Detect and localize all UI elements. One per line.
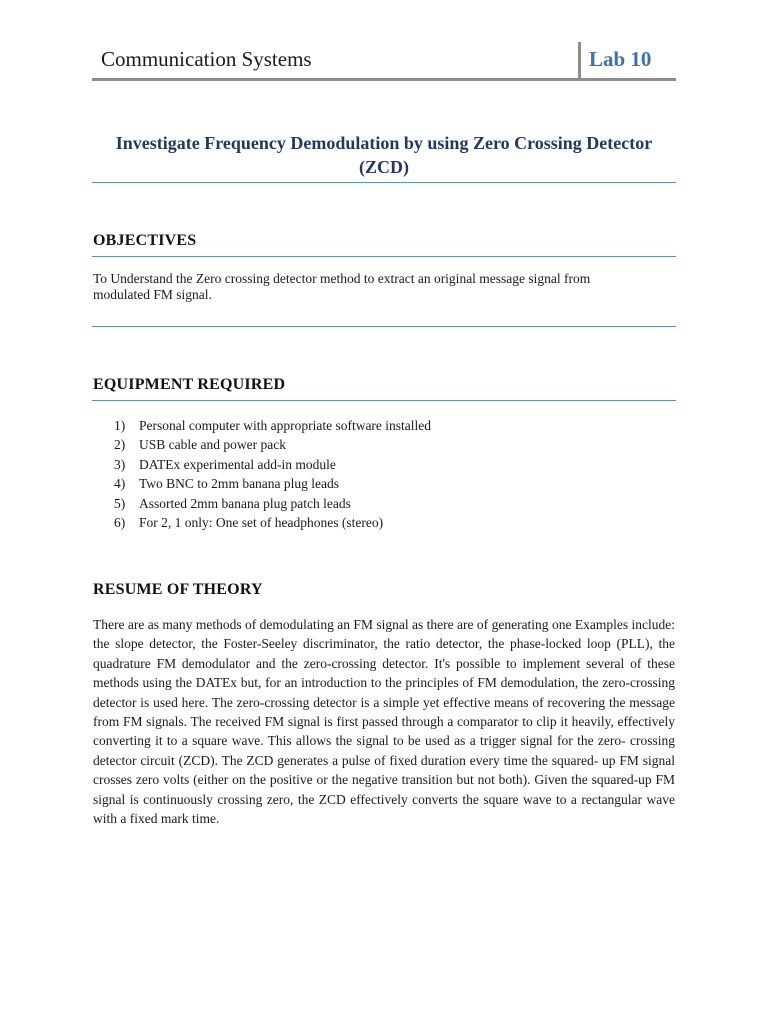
title-rule [92,182,676,183]
list-item [114,416,431,435]
list-item [114,474,431,493]
equipment-heading: EQUIPMENT REQUIRED [93,376,286,393]
equipment-rule [92,400,676,401]
page-header [92,42,676,81]
course-title: Communication Systems [101,47,312,71]
objectives-end-rule [92,326,676,327]
list-item [114,435,431,454]
list-item-number: 2) [114,437,126,453]
list-item-text: USB cable and power pack [139,437,286,453]
list-item [114,513,431,532]
list-item [114,455,431,474]
list-item-text: For 2, 1 only: One set of headphones (stereo) [139,515,384,531]
document-title: Investigate Frequency Demodulation by using Zero Crossing Detector (ZCD) [115,133,653,177]
list-item [114,494,431,513]
list-item-text: DATEx experimental add-in module [139,456,336,472]
list-item-number: 4) [114,476,126,492]
header-divider [578,42,581,78]
list-item-text: Assorted 2mm banana plug patch leads [139,495,351,511]
list-item-number: 5) [114,495,126,511]
list-item-text: Two BNC to 2mm banana plug leads [139,476,340,492]
objectives-rule [92,256,676,257]
list-item-text: Personal computer with appropriate software installed [139,418,432,433]
list-item-number: 1) [114,418,126,433]
theory-heading: RESUME OF THEORY [93,581,263,598]
objectives-heading: OBJECTIVES [93,232,197,249]
list-item-number: 3) [114,456,126,472]
lab-number: Lab 10 [589,47,652,71]
list-item-number: 6) [114,515,126,531]
equipment-list [114,416,431,532]
theory-text: There are as many methods of demodulating an FM signal as there are of generating one Examples include: the slope detector, the Foster-Seeley discriminator, the ratio detector, the phase-locked loop (PLL), the quadrature FM demodulator and the zero-crossing detector. It's possible to implement several of these methods using the DATEx but, for an introduction to the principles of FM demodulation, the zero-crossing detector is used here. The zero-crossing detector is a simple yet effective means of recovering the message from FM signals. The received FM signal is first passed through a comparator to clip it heavily, effectively converting it to a square wave. This allows the signal to be used as a trigger signal for the zero- crossing detector circuit (ZCD). The ZCD generates a pulse of fixed duration every time the squared- up FM signal crosses zero volts (either on the positive or the negative transition but not both). Given the squared-up FM signal is continuously crossing zero, the ZCD effectively converts the square wave to a rectangular wave with a fixed mark time. [93,617,675,827]
objectives-text: To Understand the Zero crossing detector method to extract an original message signal from modulated FM signal. [93,271,591,302]
